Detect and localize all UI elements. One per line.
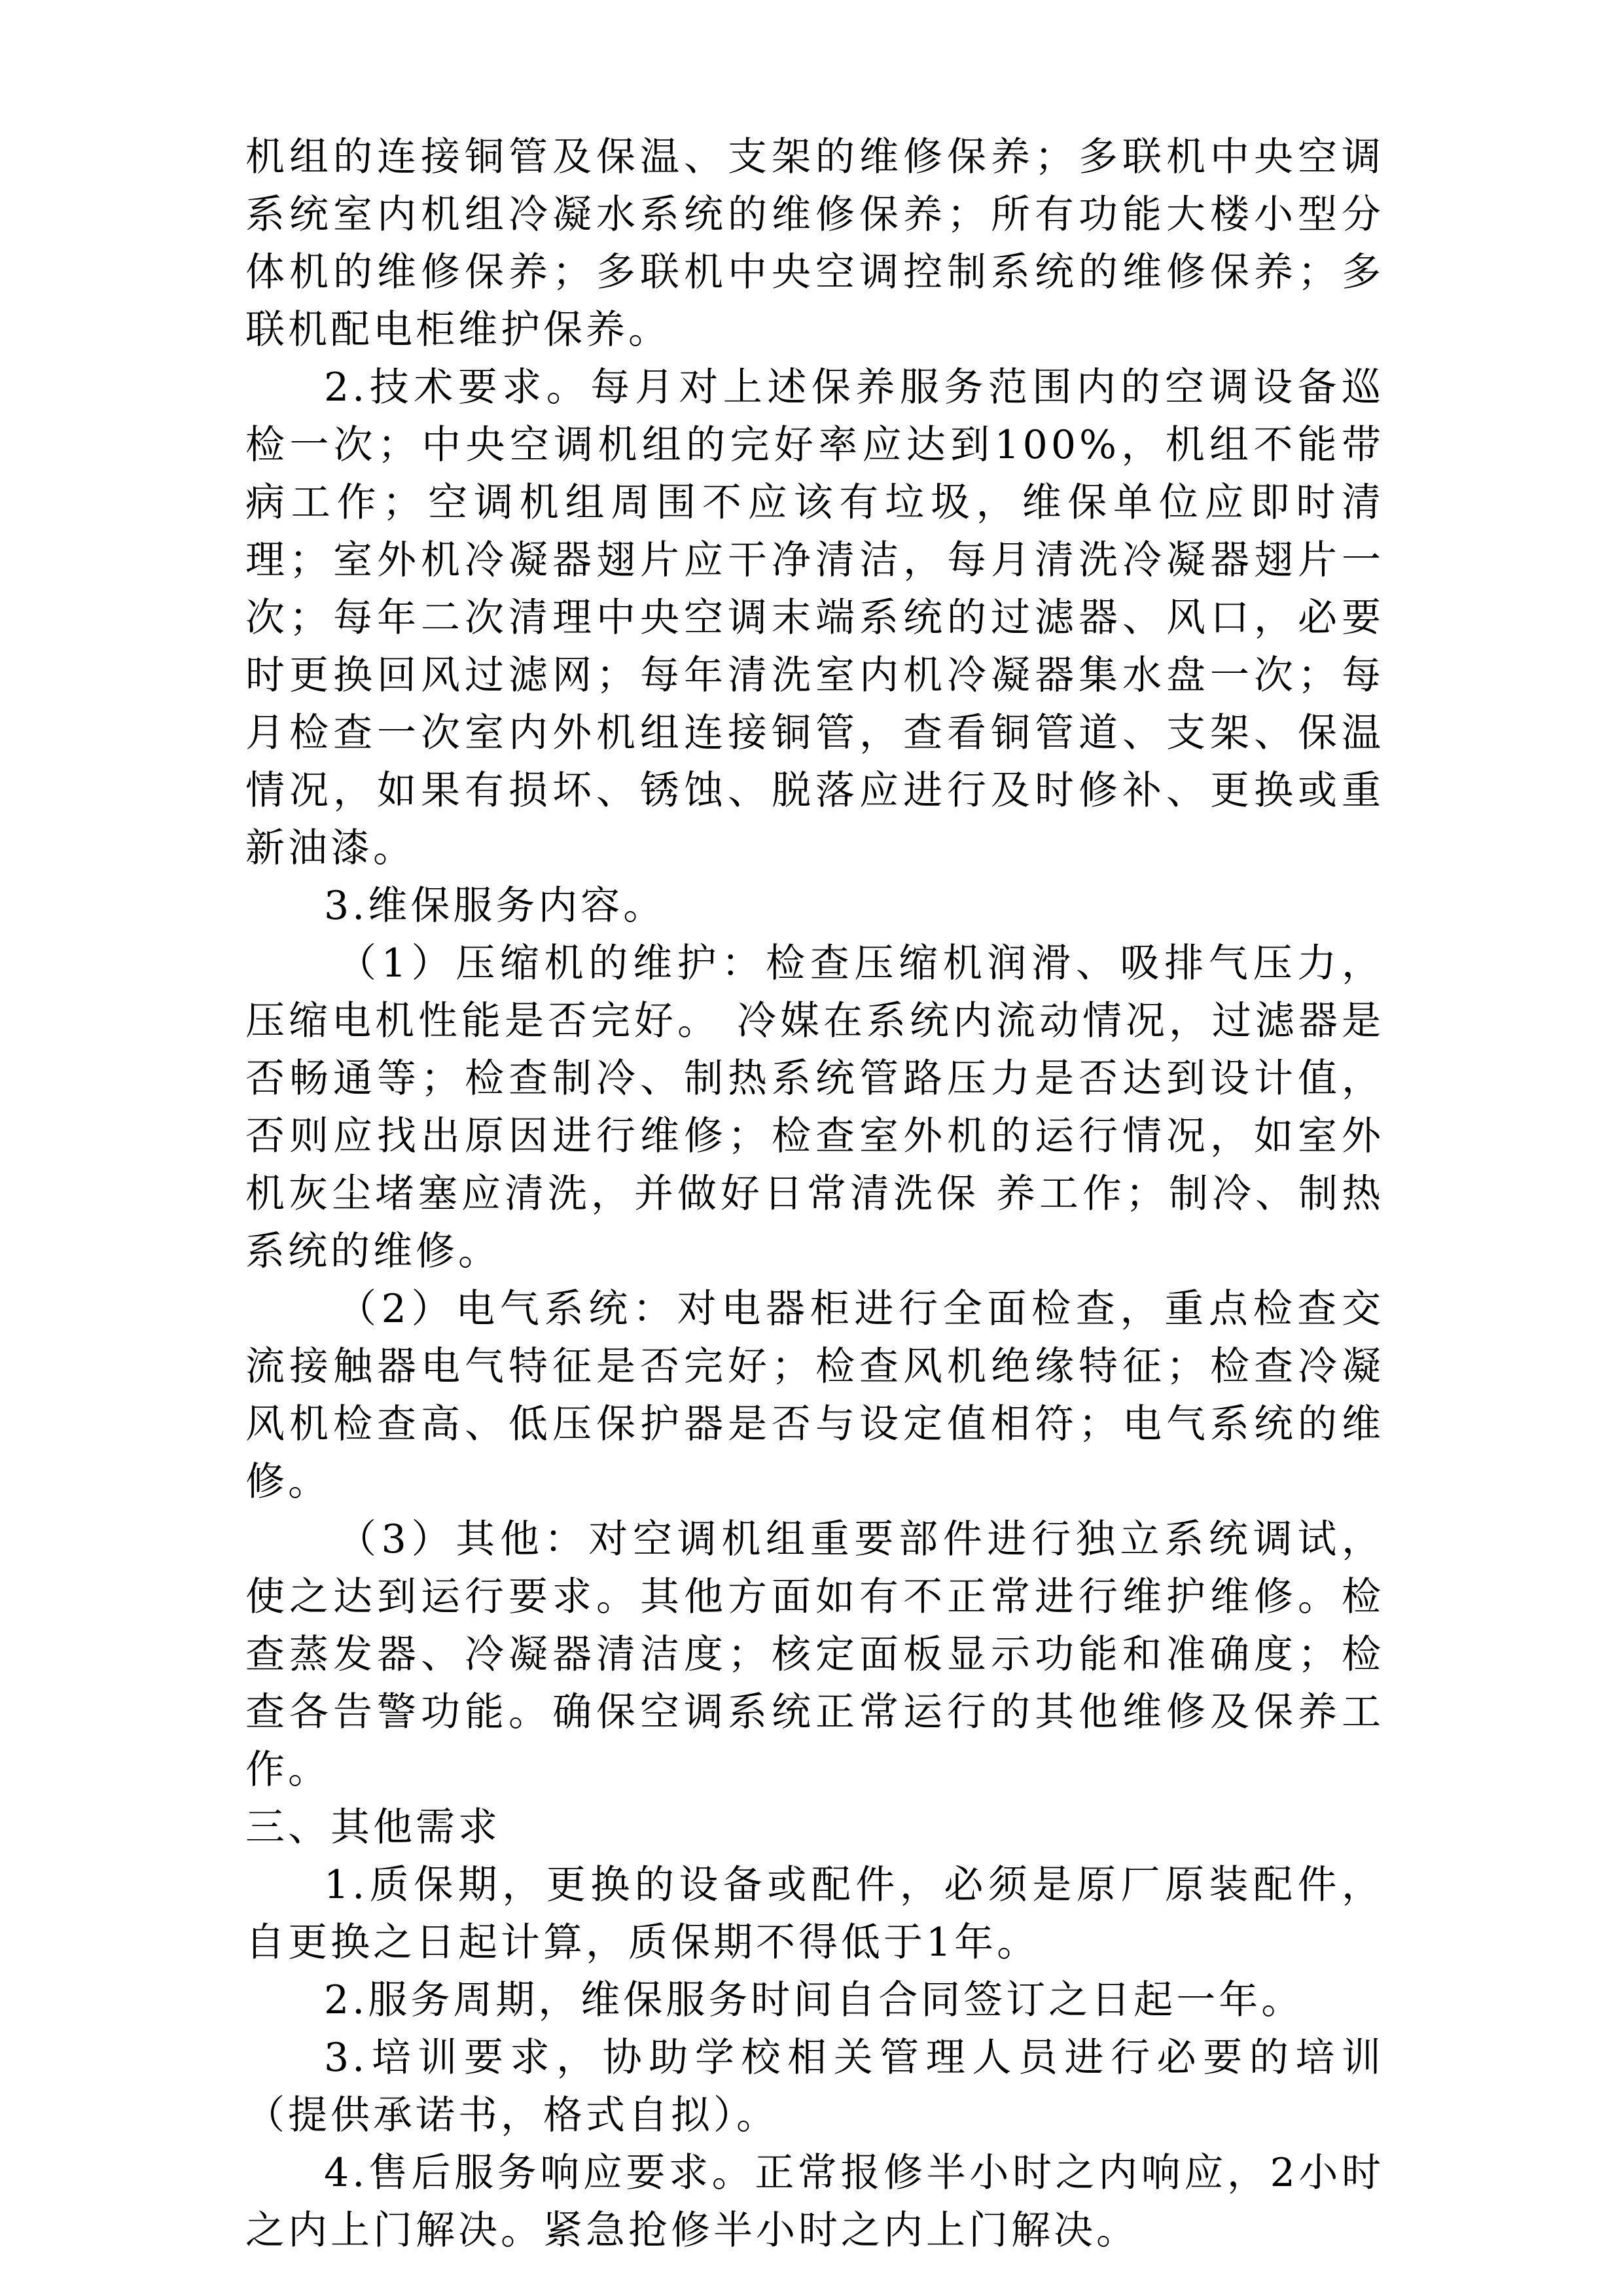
paragraph-service-content-heading: 3.维保服务内容。 [324, 883, 666, 929]
document-page [245, 128, 1384, 2259]
paragraph-electrical-system: （2）电气系统：对电器柜进行全面检查，重点检查交流接触器电气特征是否完好；检查风机绝缘特征；检查冷凝风机检查高、低压保护器是否与设定值相符；电气系统的维修。 [245, 1286, 1384, 1505]
paragraph-warranty: 1.质保期，更换的设备或配件，必须是原厂原装配件，自更换之日起计算，质保期不得低于1年。 [245, 1862, 1384, 1965]
paragraph-service-period: 2.服务周期，维保服务时间自合同签订之日起一年。 [324, 1977, 1304, 2023]
section-heading-other-requirements: 三、其他需求 [245, 1804, 501, 1850]
paragraph-other-maintenance: （3）其他：对空调机组重要部件进行独立系统调试，使之达到运行要求。其他方面如有不正常进行维护维修。检查蒸发器、冷凝器清洁度；核定面板显示功能和准确度；检查各告警功能。确保空调系统正常运行的其他维修及保养工作。 [245, 1516, 1384, 1793]
paragraph-technical-requirements: 2.技术要求。每月对上述保养服务范围内的空调设备巡检一次；中央空调机组的完好率应达到100%，机组不能带病工作；空调机组周围不应该有垃圾，维保单位应即时清理；室外机冷凝器翅片应干净清洁，每月清洗冷凝器翅片一次；每年二次清理中央空调末端系统的过滤器、风口，必要时更换回风过滤网；每年清洗室内机冷凝器集水盘一次；每月检查一次室内外机组连接铜管，查看铜管道、支架、保温情况，如果有损坏、锈蚀、脱落应进行及时修补、更换或重新油漆。 [245, 365, 1384, 871]
paragraph-continuation: 机组的连接铜管及保温、支架的维修保养；多联机中央空调系统室内机组冷凝水系统的维修保养；所有功能大楼小型分体机的维修保养；多联机中央空调控制系统的维修保养；多联机配电柜维护保养。 [245, 134, 1384, 353]
paragraph-training: 3.培训要求，协助学校相关管理人员进行必要的培训（提供承诺书，格式自拟）。 [245, 2035, 1384, 2138]
paragraph-after-sales-response: 4.售后服务响应要求。正常报修半小时之内响应，2小时之内上门解决。紧急抢修半小时之内上门解决。 [245, 2150, 1384, 2253]
paragraph-compressor-maintenance: （1）压缩机的维护：检查压缩机润滑、吸排气压力，压缩电机性能是否完好。 冷媒在系统内流动情况，过滤器是否畅通等；检查制冷、制热系统管路压力是否达到设计值，否则应找出原因进行维修；检查室外机的运行情况，如室外机灰尘堵塞应清洗，并做好日常清洗保 养工作；制冷、制热系统的维修。 [245, 941, 1384, 1274]
